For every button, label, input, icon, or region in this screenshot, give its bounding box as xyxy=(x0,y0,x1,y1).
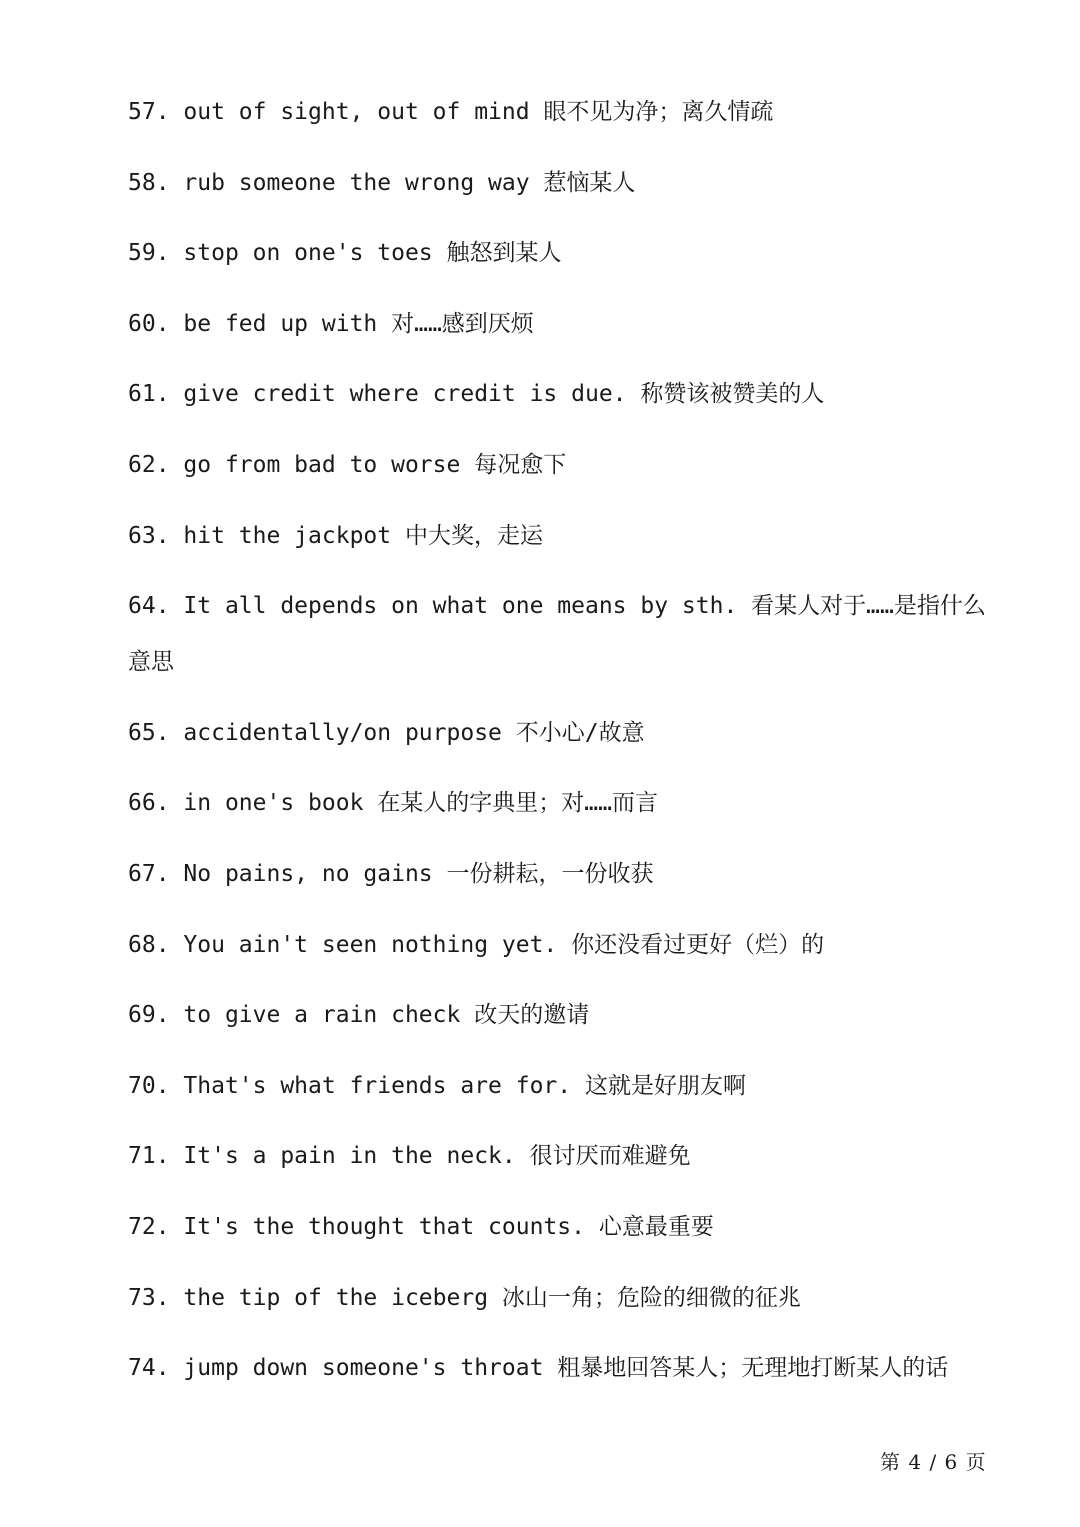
item-number: 68. xyxy=(128,931,170,958)
list-item xyxy=(128,1128,1008,1184)
item-text: jump down someone's throat 粗暴地回答某人；无理地打断某人的话 xyxy=(183,1355,949,1382)
item-number: 69. xyxy=(128,1002,170,1029)
item-number: 72. xyxy=(128,1213,170,1240)
item-text: accidentally/on purpose 不小心/故意 xyxy=(183,719,645,746)
list-item xyxy=(128,225,1008,281)
item-text: stop on one's toes 触怒到某人 xyxy=(183,240,562,267)
item-text: be fed up with 对……感到厌烦 xyxy=(183,310,534,337)
list-item xyxy=(128,578,1008,690)
list-item xyxy=(128,296,1008,352)
list-item xyxy=(128,437,1008,493)
item-text: No pains, no gains 一份耕耘，一份收获 xyxy=(183,860,654,887)
item-text: to give a rain check 改天的邀请 xyxy=(183,1002,590,1029)
list-item xyxy=(128,508,1008,564)
list-item xyxy=(128,84,1008,140)
item-text: You ain't seen nothing yet. 你还没看过更好（烂）的 xyxy=(183,931,825,958)
item-text: hit the jackpot 中大奖，走运 xyxy=(183,522,543,549)
item-number: 60. xyxy=(128,310,170,337)
item-number: 58. xyxy=(128,169,170,196)
item-number: 57. xyxy=(128,99,170,125)
item-number: 62. xyxy=(128,451,170,478)
list-item xyxy=(128,1058,1008,1114)
item-number: 70. xyxy=(128,1072,170,1099)
list-item xyxy=(128,987,1008,1043)
item-text: It all depends on what one means by sth. 看某人对于……是指什么意思 xyxy=(128,593,986,676)
item-number: 73. xyxy=(128,1284,170,1311)
list-item xyxy=(128,917,1008,973)
item-text: It's a pain in the neck. 很讨厌而难避免 xyxy=(183,1143,691,1170)
item-number: 65. xyxy=(128,719,170,746)
item-number: 71. xyxy=(128,1143,170,1170)
item-number: 64. xyxy=(128,593,170,620)
item-number: 61. xyxy=(128,381,170,408)
item-text: That's what friends are for. 这就是好朋友啊 xyxy=(183,1072,746,1099)
item-number: 74. xyxy=(128,1355,170,1382)
list-item xyxy=(128,1340,1008,1396)
phrase-list xyxy=(128,84,1008,1411)
item-number: 63. xyxy=(128,522,170,549)
list-item xyxy=(128,155,1008,211)
item-text: the tip of the iceberg 冰山一角；危险的细微的征兆 xyxy=(183,1284,801,1311)
item-text: It's the thought that counts. 心意最重要 xyxy=(183,1213,714,1240)
page-number: 第 4 / 6 页 xyxy=(880,1450,987,1474)
item-number: 67. xyxy=(128,860,170,887)
list-item xyxy=(128,705,1008,761)
list-item xyxy=(128,1270,1008,1326)
list-item xyxy=(128,846,1008,902)
item-text: go from bad to worse 每况愈下 xyxy=(183,451,567,478)
list-item xyxy=(128,775,1008,831)
item-text: rub someone the wrong way 惹恼某人 xyxy=(183,169,636,196)
item-text: in one's book 在某人的字典里；对……而言 xyxy=(183,790,658,817)
list-item xyxy=(128,366,1008,422)
item-text: give credit where credit is due. 称赞该被赞美的人 xyxy=(183,381,825,408)
item-number: 59. xyxy=(128,240,170,267)
item-text: out of sight, out of mind 眼不见为净；离久情疏 xyxy=(183,99,774,125)
list-item xyxy=(128,1199,1008,1255)
item-number: 66. xyxy=(128,790,170,817)
